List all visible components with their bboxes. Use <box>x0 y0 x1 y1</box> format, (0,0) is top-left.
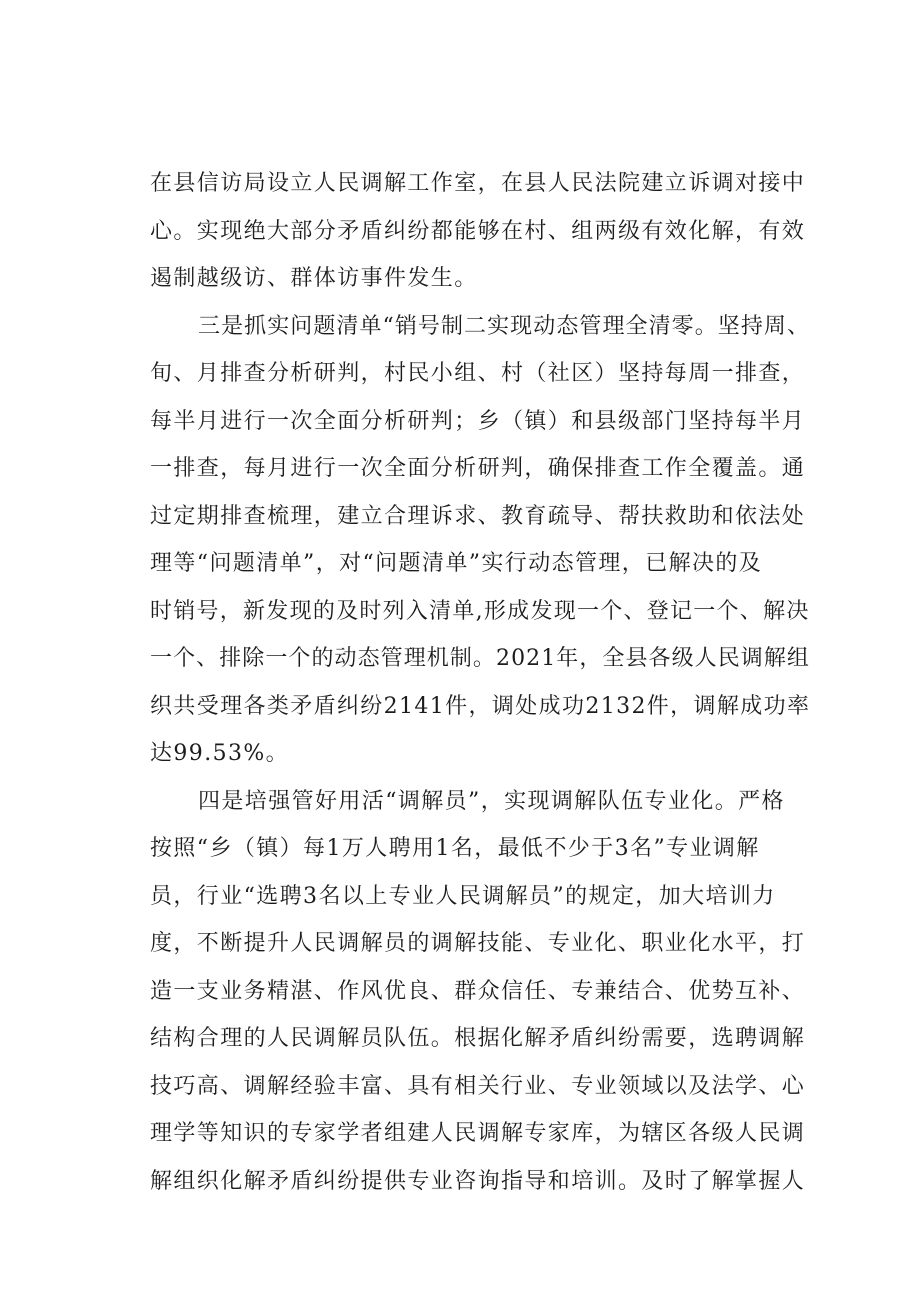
text-line: 一个、排除一个的动态管理机制。2021年，全县各级人民调解组 <box>150 646 810 671</box>
text-line: 度，不断提升人民调解员的调解技能、专业化、职业化水平，打 <box>150 931 806 956</box>
text-line: 在县信访局设立人民调解工作室，在县人民法院建立诉调对接中 <box>150 171 806 196</box>
text-line: 造一支业务精湛、作风优良、群众信任、专兼结合、优势互补、 <box>150 978 806 1004</box>
text-line: 一排查，每月进行一次全面分析研判，确保排查工作全覆盖。通 <box>150 456 806 481</box>
text-line: 技巧高、调解经验丰富、具有相关行业、专业领域以及法学、心 <box>150 1073 806 1099</box>
text-line: 织共受理各类矛盾纠纷2141件，调处成功2132件，调解成功率 <box>150 693 811 719</box>
text-line: 解组织化解矛盾纠纷提供专业咨询指导和培训。及时了解掌握人 <box>150 1168 806 1194</box>
paragraph-1 <box>150 160 810 303</box>
paragraph-3 <box>150 778 810 1206</box>
text-line: 遏制越级访、群体访事件发生。 <box>150 266 478 291</box>
text-line: 理等“问题清单”，对“问题清单”实行动态管理，已解决的及 <box>150 551 763 576</box>
text-line: 每半月进行一次全面分析研判；乡（镇）和县级部门坚持每半月 <box>150 408 806 434</box>
text-line: 理学等知识的专家学者组建人民调解专家库，为辖区各级人民调 <box>150 1121 806 1146</box>
text-line: 按照“乡（镇）每1万人聘用1名，最低不少于3名”专业调解 <box>150 836 760 861</box>
text-line: 旬、月排查分析研判，村民小组、村（社区）坚持每周一排查， <box>150 361 806 386</box>
document-body <box>150 160 810 1205</box>
text-line: 员，行业“选聘3名以上专业人民调解员”的规定，加大培训力 <box>150 883 776 909</box>
text-line: 达99.53%。 <box>150 741 290 766</box>
text-line: 过定期排查梳理，建立合理诉求、教育疏导、帮扶救助和依法处 <box>150 503 806 529</box>
text-line: 三是抓实问题清单“销号制二实现动态管理全清零。坚持周、 <box>198 313 811 339</box>
text-line: 心。实现绝大部分矛盾纠纷都能够在村、组两级有效化解，有效 <box>150 218 806 244</box>
text-line: 四是培强管好用活“调解员”，实现调解队伍专业化。严格 <box>198 788 785 814</box>
text-line: 结构合理的人民调解员队伍。根据化解矛盾纠纷需要，选聘调解 <box>150 1026 806 1051</box>
paragraph-2 <box>150 303 810 778</box>
text-line: 时销号，新发现的及时列入清单,形成发现一个、登记一个、解决 <box>150 598 810 624</box>
